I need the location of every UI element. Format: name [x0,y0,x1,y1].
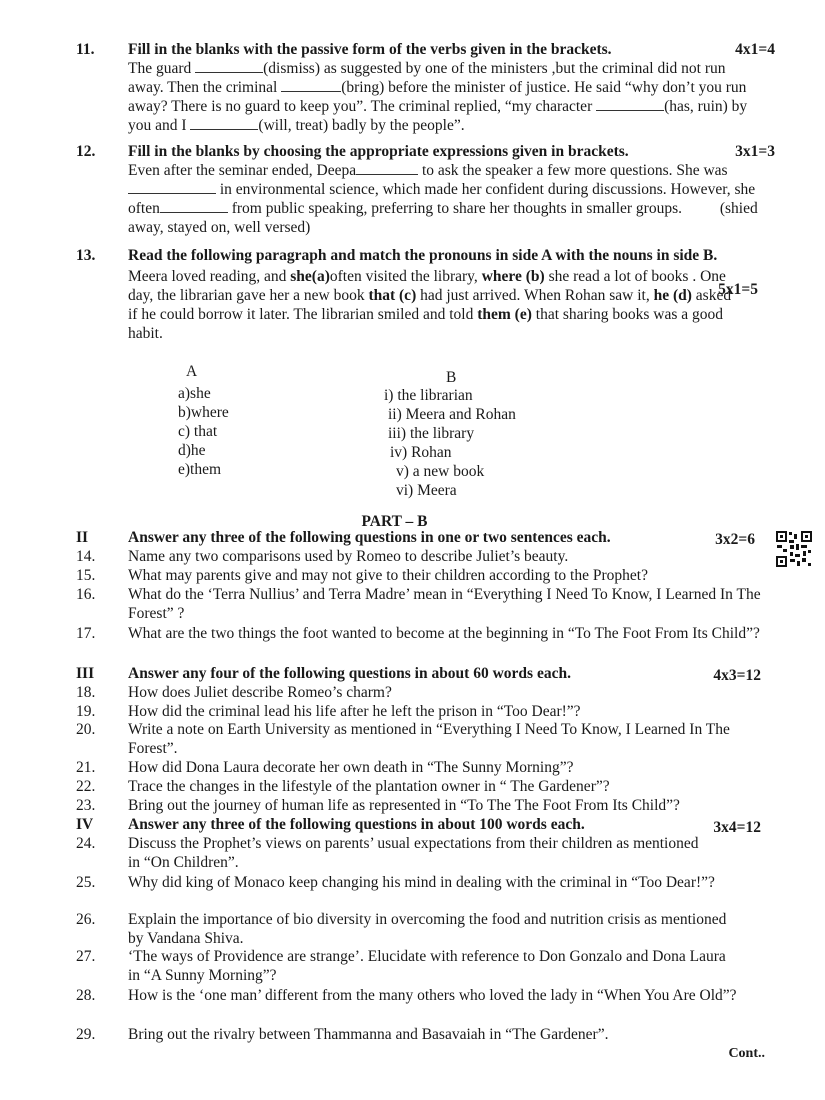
question-heading: Fill in the blanks by choosing the appropriate expressions given in brackets. [128,143,629,160]
question-number: 13. [76,247,96,264]
column-b-item: ii) Meera and Rohan [388,406,516,423]
question-number: 21. [76,759,96,776]
continued-note: Cont.. [728,1046,765,1061]
question-number: 29. [76,1026,96,1043]
column-a-item: e)them [178,461,222,478]
blank [281,79,341,92]
question-text: What may parents give and may not give to their children according to the Prophet? [128,567,648,584]
column-a-item: a)she [178,385,211,402]
question-text: Name any two comparisons used by Romeo to describe Juliet’s beauty. [128,548,569,565]
question-heading-row [128,142,775,161]
question-text: What are the two things the foot wanted to become at the beginning in “To The Foot From Its Child”? [128,625,760,642]
marks: 3x1=3 [735,143,775,160]
question-text: Bring out the rivalry between Thammanna and Basavaiah in “The Gardener”. [128,1026,609,1043]
column-a-list [178,384,229,479]
blank [596,98,664,111]
blank [195,60,263,73]
question-text: Write a note on Earth University as mentioned in “Everything I Need To Know, I Learned In The Forest”. [128,721,730,757]
column-a-item: c) that [178,423,218,440]
column-a-heading: A [186,363,198,380]
blank [128,181,216,194]
question-number: 15. [76,567,96,584]
column-b-heading: B [446,369,457,386]
section-number: II [76,529,89,546]
section-heading: Answer any four of the following questions in about 60 words each. [128,665,571,682]
section-number: IV [76,816,94,833]
column-a-item: d)he [178,442,206,459]
question-text: Trace the changes in the lifestyle of the plantation owner in “ The Gardener”? [128,778,610,795]
column-a-item: b)where [178,404,229,421]
question-text: Even after the seminar ended, Deepa to ask the speaker a few more questions. She was in environmental science, which made her confident during discussions. However, she often from public speaking, preferring to share her thoughts in smaller groups. (shied away, stayed on, well versed) [128,162,758,236]
question-number: 28. [76,987,96,1004]
marks: 3x4=12 [713,819,761,836]
column-b-item: iii) the library [388,425,475,442]
qr-code-icon [775,530,813,568]
question-number: 26. [76,911,96,928]
question-number: 14. [76,548,96,565]
question-heading: Read the following paragraph and match the pronouns in side A with the nouns in side B. [128,247,718,264]
column-b-item: i) the librarian [384,387,473,404]
blank [190,117,258,130]
question-text: How did the criminal lead his life after he left the prison in “Too Dear!”? [128,703,581,720]
question-text: What do the ‘Terra Nullius’ and Terra Madre’ mean in “Everything I Need To Know, I Learned In The Forest” ? [128,586,761,622]
section-heading: Answer any three of the following questions in one or two sentences each. [128,529,611,546]
column-b-item: iv) Rohan [390,444,452,461]
question-number: 11. [76,41,95,58]
question-number: 12. [76,143,96,160]
question-text: How did Dona Laura decorate her own death in “The Sunny Morning”? [128,759,574,776]
question-body [128,246,758,343]
question-number: 24. [76,835,96,852]
question-text: Discuss the Prophet’s views on parents’ usual expectations from their children as mentioned in “On Children”. [128,835,699,871]
question-text: Explain the importance of bio diversity in overcoming the food and nutrition crisis as mentioned by Vandana Shiva. [128,911,727,947]
column-b-item: vi) Meera [396,482,457,499]
question-body [128,142,775,237]
question-number: 18. [76,684,96,701]
question-number: 17. [76,625,96,642]
question-number: 19. [76,703,96,720]
marks: 3x2=6 [715,531,755,548]
section-heading-row [128,815,763,834]
column-b-item: v) a new book [396,463,485,480]
question-text: The guard (dismiss) as suggested by one of the ministers ,but the criminal did not run away. Then the criminal (bring) before the minister of justice. He said “why don’t you run away? There is no guard to keep you”. The criminal replied, “my character (has, ruin) by you and I (will, treat) badly by the people”. [128,60,748,134]
question-text: Bring out the journey of human life as represented in “To The The Foot From Its Child”? [128,797,680,814]
question-heading: Fill in the blanks with the passive form of the verbs given in the brackets. [128,41,612,58]
question-number: 16. [76,586,96,603]
question-number: 27. [76,948,96,965]
question-heading-row [128,40,775,59]
question-number: 20. [76,721,96,738]
section-heading: Answer any three of the following questions in about 100 words each. [128,816,585,833]
question-number: 25. [76,874,96,891]
blank [160,200,228,213]
section-heading-row [128,528,763,547]
section-number: III [76,665,95,682]
blank [356,162,418,175]
marks: 5x1=5 [718,281,758,298]
question-body [128,40,775,135]
part-b-title: PART – B [361,513,428,530]
marks: 4x1=4 [735,41,775,58]
question-text: Why did king of Monaco keep changing his mind in dealing with the criminal in “Too Dear!”? [128,874,715,891]
question-text: How does Juliet describe Romeo’s charm? [128,684,392,701]
marks: 4x3=12 [713,667,761,684]
question-text: How is the ‘one man’ different from the many others who loved the lady in “When You Are Old”? [128,987,737,1004]
paragraph: Meera loved reading, and she(a)often visited the library, where (b) she read a lot of books . One day, the librarian gave her a new book that (c) had just arrived. When Rohan saw it, he (d) asked if he could borrow it later. The librarian smiled and told them (e) that sharing books was a good habit. [128,268,732,342]
column-b-list [384,386,516,500]
section-heading-row [128,664,763,683]
question-text: ‘The ways of Providence are strange’. Elucidate with reference to Don Gonzalo and Dona Laura in “A Sunny Morning”? [128,948,726,984]
question-number: 22. [76,778,96,795]
question-number: 23. [76,797,96,814]
